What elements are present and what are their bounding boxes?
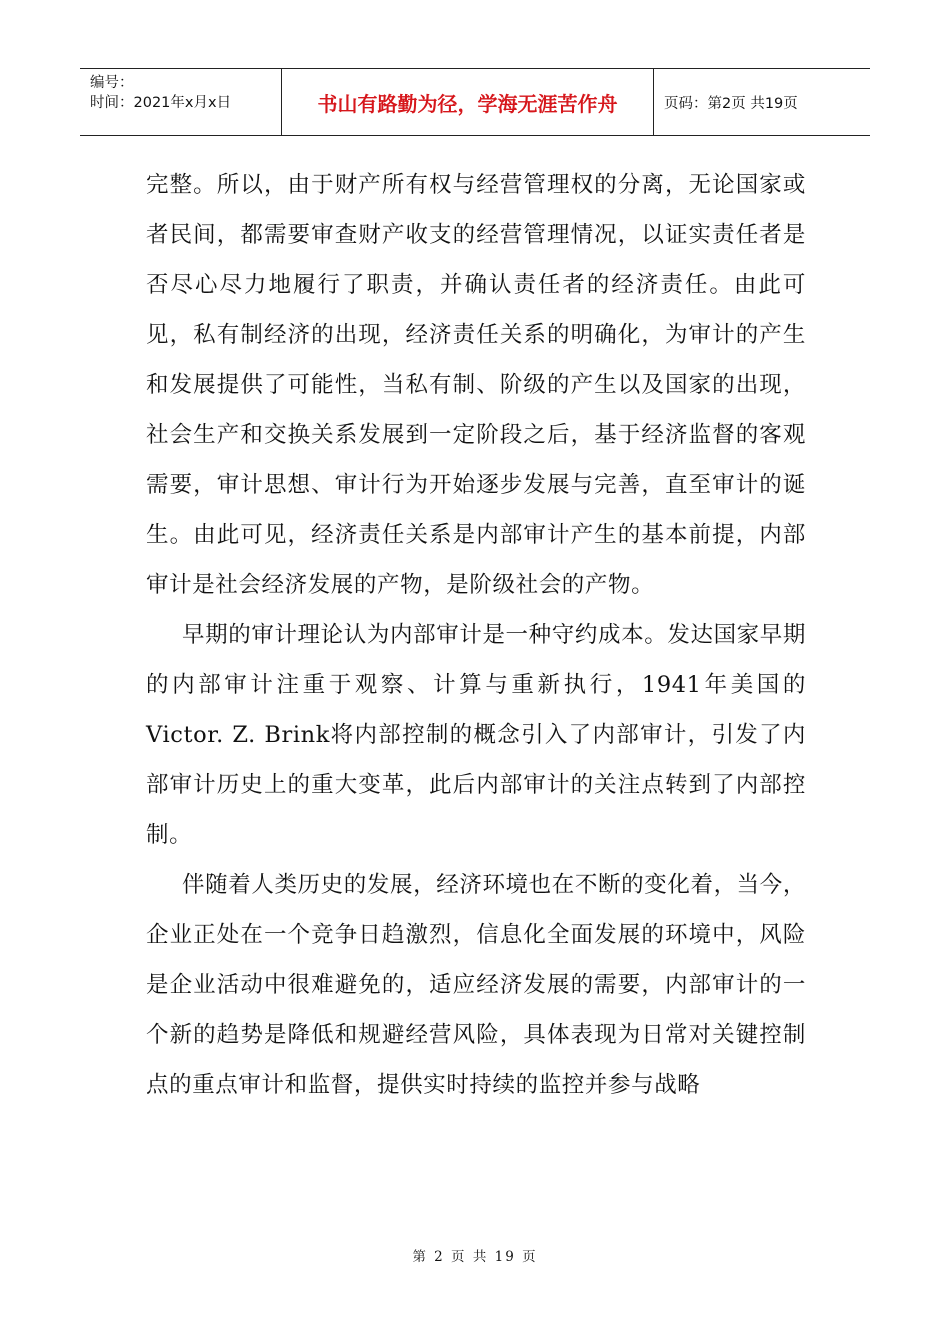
- page-header: [80, 68, 870, 136]
- paragraph: 完整。所以，由于财产所有权与经营管理权的分离，无论国家或者民间，都需要审查财产收支的经营管理情况，以证实责任者是否尽心尽力地履行了职责，并确认责任者的经济责任。由此可见，私有制经济的出现，经济责任关系的明确化，为审计的产生和发展提供了可能性，当私有制、阶级的产生以及国家的出现，社会生产和交换关系发展到一定阶段之后，基于经济监督的客观需要，审计思想、审计行为开始逐步发展与完善，直至审计的诞生。由此可见，经济责任关系是内部审计产生的基本前提，内部审计是社会经济发展的产物，是阶级社会的产物。: [146, 172, 806, 598]
- paragraph: 早期的审计理论认为内部审计是一种守约成本。发达国家早期的内部审计注重于观察、计算与重新执行，1941年美国的Victor. Z. Brink将内部控制的概念引入了内部审计，引发了内部审计历史上的重大变革，此后内部审计的关注点转到了内部控制。: [146, 622, 806, 848]
- document-time-label: 时间：2021年x月x日: [90, 95, 232, 111]
- header-page-info: 页码：第2页 共19页: [664, 95, 798, 112]
- document-body: [146, 160, 806, 1110]
- page-footer: 第 2 页 共 19 页: [412, 1249, 538, 1265]
- paragraph: 伴随着人类历史的发展，经济环境也在不断的变化着，当今，企业正处在一个竞争日趋激烈，信息化全面发展的环境中，风险是企业活动中很难避免的，适应经济发展的需要，内部审计的一个新的趋势是降低和规避经营风险，具体表现为日常对关键控制点的重点审计和监督，提供实时持续的监控并参与战略: [146, 872, 806, 1098]
- header-motto: 书山有路勤为径，学海无涯苦作舟: [282, 69, 654, 135]
- document-number-label: 编号：: [90, 75, 134, 91]
- header-meta: [80, 69, 282, 135]
